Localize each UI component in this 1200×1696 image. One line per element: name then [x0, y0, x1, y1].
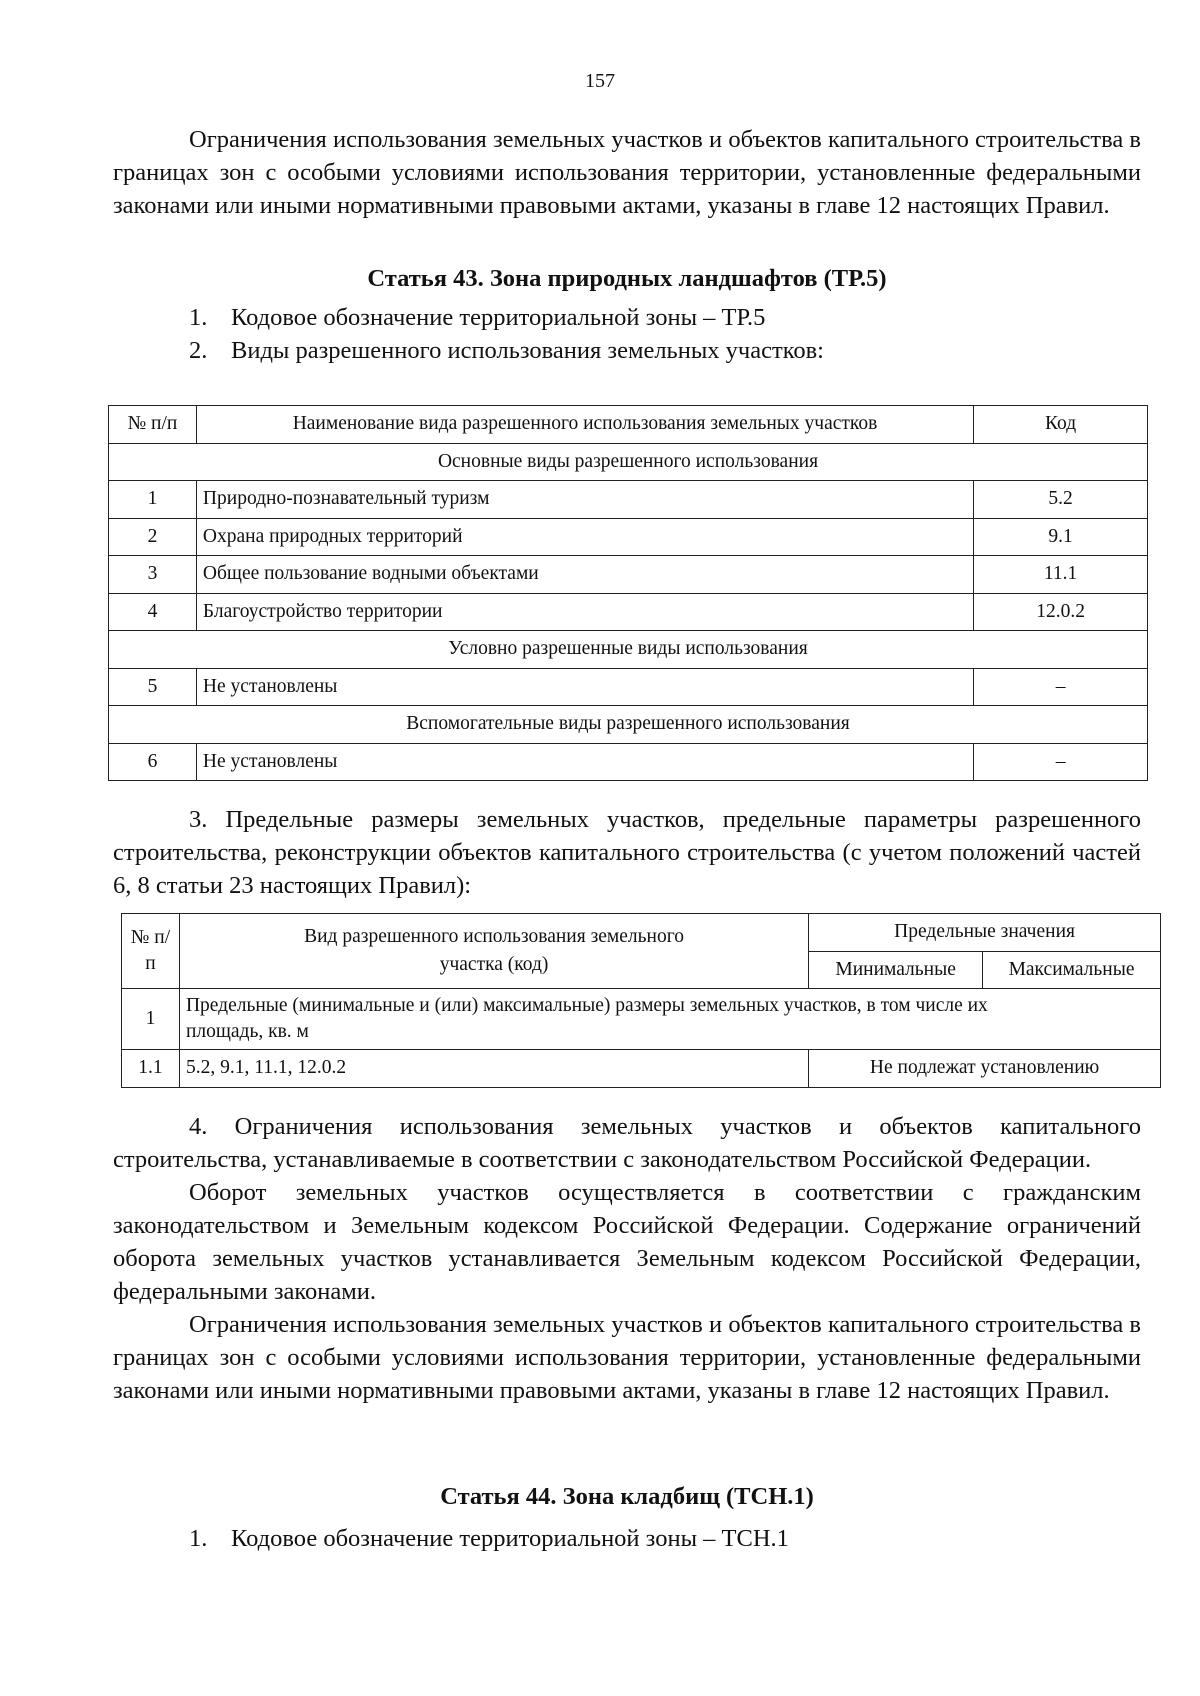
restrictions-paragraph: Ограничения использования земельных участков и объектов капитального строительства в границах зон с особыми условиями использования территории, установленные федеральными законами или иными нормативными правовыми актами, указаны в главе 12 настоящих Правил.: [113, 1311, 1141, 1404]
row-name: Общее пользование водными объектами: [196, 556, 973, 594]
page-number: 157: [585, 70, 615, 92]
item-text: Виды разрешенного использования земельных участков:: [231, 337, 824, 364]
row-code: 12.0.2: [974, 593, 1148, 631]
item-number: 1.: [189, 1525, 208, 1552]
header-code: Код: [974, 406, 1148, 444]
row-num: 4: [109, 593, 197, 631]
row-code: 11.1: [974, 556, 1148, 594]
row-num: 2: [109, 518, 197, 556]
table-row: [109, 743, 1148, 781]
table-header-row: [109, 406, 1148, 444]
article-43-item-4: 4. Ограничения использования земельных участков и объектов капитального строительства, устанавливаемые в соответствии с законодательством Российской Федерации.: [113, 1113, 1141, 1173]
article-43-items: [113, 301, 1141, 367]
article-44-title: Статья 44. Зона кладбищ (ТСН.1): [440, 1483, 814, 1510]
table-row: [109, 481, 1148, 519]
row-value: Не подлежат установлению: [809, 1050, 1161, 1088]
row-text: Предельные (минимальные и (или) максимальные) размеры земельных участков, в том числе их площадь, кв. м: [179, 989, 1160, 1050]
header-num: № п/п: [122, 914, 180, 989]
row-num: 1: [109, 481, 197, 519]
intro-paragraph: Ограничения использования земельных участков и объектов капитального строительства в границах зон с особыми условиями использования территории, установленные федеральными законами или иными нормативными правовыми актами, указаны в главе 12 настоящих Правил.: [113, 126, 1141, 219]
row-num: 5: [109, 668, 197, 706]
header-limits: Предельные значения: [809, 914, 1161, 952]
section-label: Вспомогательные виды разрешенного использования: [109, 706, 1148, 744]
row-code: 9.1: [974, 518, 1148, 556]
item-number: 2.: [189, 337, 208, 364]
row-name: Благоустройство территории: [196, 593, 973, 631]
article-44-items: [113, 1522, 1141, 1555]
turnover-paragraph: Оборот земельных участков осуществляется в соответствии с гражданским законодательством и Земельным кодексом Российской Федерации. Содержание ограничений оборота земельных участков устанавливается Земельным кодексом Российской Федерации, федеральными законами.: [113, 1179, 1141, 1305]
article-43-item-3: 3. Предельные размеры земельных участков, предельные параметры разрешенного строительства, реконструкции объектов капитального строительства (с учетом положений частей 6, 8 статьи 23 настоящих Правил):: [113, 806, 1141, 899]
row-code: –: [974, 743, 1148, 781]
item-number: 1.: [189, 304, 208, 331]
section-row-auxiliary: [109, 706, 1148, 744]
limit-parameters-table: [121, 913, 1161, 1088]
row-code: –: [974, 668, 1148, 706]
table-row: [109, 668, 1148, 706]
header-kind: Вид разрешенного использования земельного участка (код): [179, 914, 808, 989]
section-label: Условно разрешенные виды использования: [109, 631, 1148, 669]
article-43-item-1: [113, 301, 1141, 334]
item-text: Кодовое обозначение территориальной зоны – ТР.5: [231, 304, 766, 331]
section-row-main: [109, 443, 1148, 481]
article-44-item-1: [113, 1522, 1141, 1555]
header-num: № п/п: [109, 406, 197, 444]
section-label: Основные виды разрешенного использования: [109, 443, 1148, 481]
article-43-title: Статья 43. Зона природных ландшафтов (ТР.5): [367, 265, 887, 292]
row-name: Охрана природных территорий: [196, 518, 973, 556]
row-code: 5.2: [974, 481, 1148, 519]
table-header-row: [122, 914, 1161, 952]
article-44-heading-block: [113, 1480, 1141, 1513]
row-num: 1.1: [122, 1050, 180, 1088]
item-text: Кодовое обозначение территориальной зоны – ТСН.1: [231, 1525, 789, 1552]
row-num: 3: [109, 556, 197, 594]
article-43-heading-block: [113, 262, 1141, 295]
row-codes: 5.2, 9.1, 11.1, 12.0.2: [179, 1050, 808, 1088]
table-row: [122, 1050, 1161, 1088]
item-3-block: [113, 803, 1141, 902]
header-min: Минимальные: [809, 951, 983, 989]
header-name: Наименование вида разрешенного использования земельных участков: [196, 406, 973, 444]
table-row: [109, 593, 1148, 631]
section-row-conditional: [109, 631, 1148, 669]
item-4-block: [113, 1110, 1141, 1407]
header-max: Максимальные: [983, 951, 1161, 989]
table-row: [109, 518, 1148, 556]
row-name: Не установлены: [196, 743, 973, 781]
row-name: Природно-познавательный туризм: [196, 481, 973, 519]
intro-block: [113, 123, 1141, 222]
permitted-uses-table: [108, 405, 1148, 781]
row-name: Не установлены: [196, 668, 973, 706]
row-num: 6: [109, 743, 197, 781]
row-num: 1: [122, 989, 180, 1050]
article-43-item-2: [113, 334, 1141, 367]
table-row: [122, 989, 1161, 1050]
table-row: [109, 556, 1148, 594]
